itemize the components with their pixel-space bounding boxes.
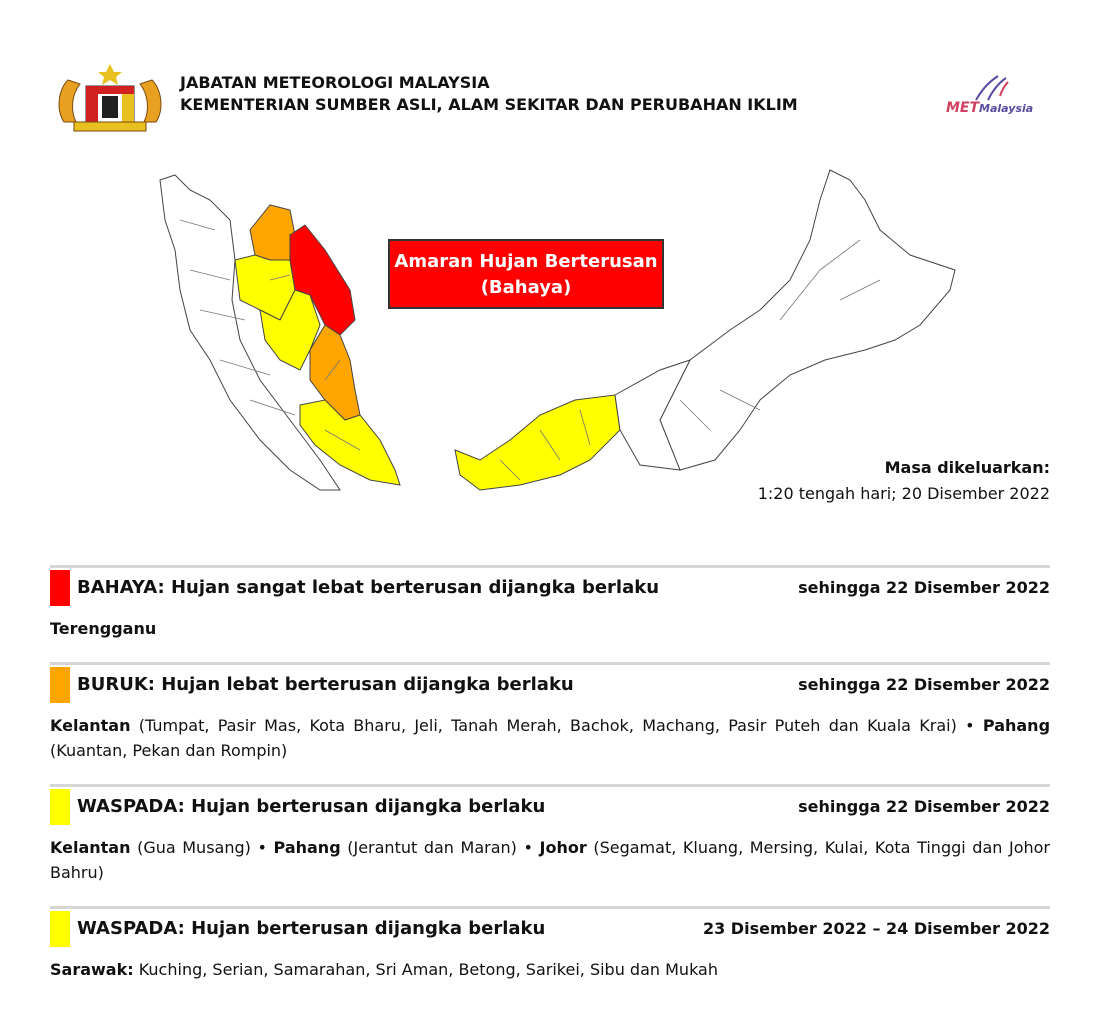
level-swatch	[50, 667, 70, 703]
agency-line-2: KEMENTERIAN SUMBER ASLI, ALAM SEKITAR DAN PERUBAHAN IKLIM	[180, 95, 798, 114]
warning-section-waspada-2	[50, 906, 1050, 982]
area-state: Johor	[539, 838, 587, 857]
metmalaysia-logo-icon: METMalaysia	[936, 66, 1046, 126]
warning-title: WASPADA: Hujan berterusan dijangka berlaku	[77, 918, 546, 939]
level-swatch	[50, 570, 70, 606]
issued-value: 1:20 tengah hari; 20 Disember 2022	[757, 484, 1050, 503]
area-districts: (Segamat, Kluang, Mersing, Kulai, Kota Tinggi dan Johor Bahru)	[50, 838, 1051, 882]
header	[50, 60, 1050, 140]
warning-areas	[50, 616, 1050, 641]
warning-validity: sehingga 22 Disember 2022	[798, 797, 1050, 816]
warning-section-buruk	[50, 662, 1050, 763]
area-state: Terengganu	[50, 619, 157, 638]
warning-title: WASPADA: Hujan berterusan dijangka berlaku	[77, 796, 546, 817]
warning-section-waspada-1	[50, 784, 1050, 885]
level-swatch	[50, 789, 70, 825]
area-state: Sarawak:	[50, 960, 134, 979]
warning-title-line-2: (Bahaya)	[480, 277, 572, 298]
agency-line-1: JABATAN METEOROLOGI MALAYSIA	[180, 73, 490, 92]
warning-areas: Kelantan (Gua Musang) • Pahang (Jerantut dan Maran) • Johor (Segamat, Kluang, Mersing, Kulai, Kota Tinggi dan Johor Bahru)	[50, 838, 1051, 882]
warning-title-line-1: Amaran Hujan Berterusan	[394, 251, 658, 272]
issued-label: Masa dikeluarkan:	[884, 458, 1050, 477]
area-districts: (Jerantut dan Maran)	[347, 838, 517, 857]
area-districts: (Kuantan, Pekan dan Rompin)	[50, 741, 288, 760]
warning-title-box	[388, 239, 664, 309]
coat-of-arms-icon	[50, 60, 170, 135]
borneo-north-region	[660, 170, 955, 470]
warning-areas	[50, 957, 1050, 982]
area-state: Kelantan	[50, 838, 131, 857]
issued-time	[758, 455, 1050, 507]
warning-title: BAHAYA: Hujan sangat lebat berterusan dijangka berlaku	[77, 577, 660, 598]
area-state: Pahang	[982, 716, 1051, 735]
area-state: Pahang	[273, 838, 341, 857]
warning-validity: 23 Disember 2022 – 24 Disember 2022	[702, 919, 1050, 938]
area-state: Kelantan	[50, 716, 131, 735]
warning-section-bahaya	[50, 565, 1050, 641]
area-districts: (Tumpat, Pasir Mas, Kota Bharu, Jeli, Tanah Merah, Bachok, Machang, Pasir Puteh dan Kuala Krai)	[138, 716, 957, 735]
warning-validity: sehingga 22 Disember 2022	[798, 578, 1050, 597]
level-swatch	[50, 911, 70, 947]
kelantan-buruk-region	[250, 205, 295, 260]
area-districts: Kuching, Serian, Samarahan, Sri Aman, Betong, Sarikei, Sibu dan Mukah	[138, 960, 718, 979]
sarawak-waspada-region	[455, 395, 620, 490]
warning-title: BURUK: Hujan lebat berterusan dijangka berlaku	[77, 674, 574, 695]
area-districts: (Gua Musang)	[137, 838, 251, 857]
warning-validity: sehingga 22 Disember 2022	[798, 675, 1050, 694]
warning-areas: Kelantan (Tumpat, Pasir Mas, Kota Bharu, Jeli, Tanah Merah, Bachok, Machang, Pasir Puteh dan Kuala Krai) • Pahang (Kuantan, Pekan dan Rompin)	[50, 716, 1051, 760]
agency-name	[180, 72, 798, 116]
